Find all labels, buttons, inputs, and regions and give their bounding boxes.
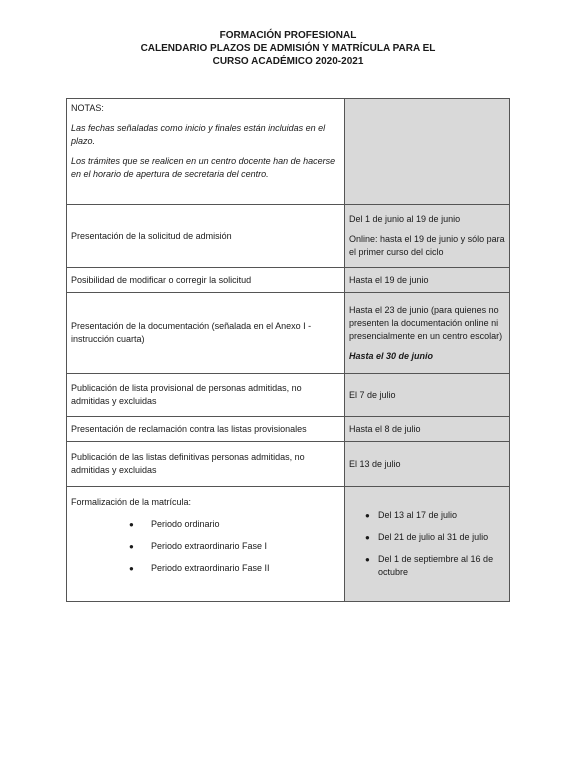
row-value-line: Hasta el 23 de junio (para quienes no presenten la documentación online ni presencialmente en un centro escolar) — [349, 304, 503, 341]
table-row — [67, 293, 510, 374]
bullet-icon: ● — [365, 555, 370, 564]
row-value: Hasta el 8 de julio — [345, 417, 510, 442]
notes-paragraph-2: Los trámites que se realicen en un centro docente han de hacerse en el horario de apertura de secretaria del centro. — [71, 156, 336, 179]
header-course-year: CURSO ACADÉMICO 2020-2021 — [212, 56, 364, 67]
table-row — [67, 205, 510, 268]
matricula-row — [67, 487, 510, 602]
row-value-line: Del 1 de junio al 19 de junio — [349, 214, 461, 224]
row-value-line-emphasis: Hasta el 30 de junio — [349, 350, 434, 361]
table-row — [67, 268, 510, 293]
row-label: Posibilidad de modificar o corregir la solicitud — [67, 268, 345, 293]
date-label: Del 1 de septiembre al 16 de octubre — [378, 554, 494, 577]
date-list — [345, 509, 505, 579]
period-label: Periodo extraordinario Fase II — [151, 563, 270, 573]
table-row — [67, 417, 510, 442]
matricula-label-cell — [67, 487, 345, 602]
period-list — [71, 518, 340, 575]
row-label: Publicación de lista provisional de personas admitidas, no admitidas y excluidas — [67, 374, 345, 417]
row-value-line: Online: hasta el 19 de junio y sólo para el primer curso del ciclo — [349, 234, 505, 257]
document-header — [0, 29, 576, 68]
table-row — [67, 374, 510, 417]
notes-row — [67, 99, 510, 205]
notes-cell — [67, 99, 345, 205]
calendar-table — [66, 98, 510, 602]
period-label: Periodo extraordinario Fase I — [151, 541, 268, 551]
notes-shaded-cell — [345, 99, 510, 205]
row-value: Hasta el 19 de junio — [345, 268, 510, 293]
row-value: El 13 de julio — [345, 442, 510, 487]
notes-paragraph-1: Las fechas señaladas como inicio y finales están incluidas en el plazo. — [71, 123, 326, 146]
list-item — [345, 531, 505, 544]
bullet-icon: ● — [365, 511, 370, 520]
matricula-title: Formalización de la matrícula: — [71, 497, 192, 507]
list-item — [345, 553, 505, 579]
bullet-icon: ● — [129, 520, 134, 529]
date-label: Del 21 de julio al 31 de julio — [378, 532, 489, 542]
bullet-icon: ● — [129, 564, 134, 573]
matricula-dates-cell — [345, 487, 510, 602]
list-item — [71, 540, 340, 553]
header-subtitle: CALENDARIO PLAZOS DE ADMISIÓN Y MATRÍCULA PARA EL — [140, 43, 436, 54]
list-item — [71, 562, 340, 575]
row-label: Presentación de la documentación (señalada en el Anexo I - instrucción cuarta) — [67, 293, 345, 374]
notes-title: NOTAS: — [71, 103, 104, 113]
row-label: Presentación de reclamación contra las listas provisionales — [67, 417, 345, 442]
row-value — [345, 205, 510, 268]
row-label: Presentación de la solicitud de admisión — [67, 205, 345, 268]
bullet-icon: ● — [365, 533, 370, 542]
table-row — [67, 442, 510, 487]
bullet-icon: ● — [129, 542, 134, 551]
row-label: Publicación de las listas definitivas personas admitidas, no admitidas y excluidas — [67, 442, 345, 487]
period-label: Periodo ordinario — [151, 519, 220, 529]
row-value — [345, 293, 510, 374]
header-title: FORMACIÓN PROFESIONAL — [219, 30, 357, 41]
row-value: El 7 de julio — [345, 374, 510, 417]
list-item — [71, 518, 340, 531]
list-item — [345, 509, 505, 522]
date-label: Del 13 al 17 de julio — [378, 510, 458, 520]
